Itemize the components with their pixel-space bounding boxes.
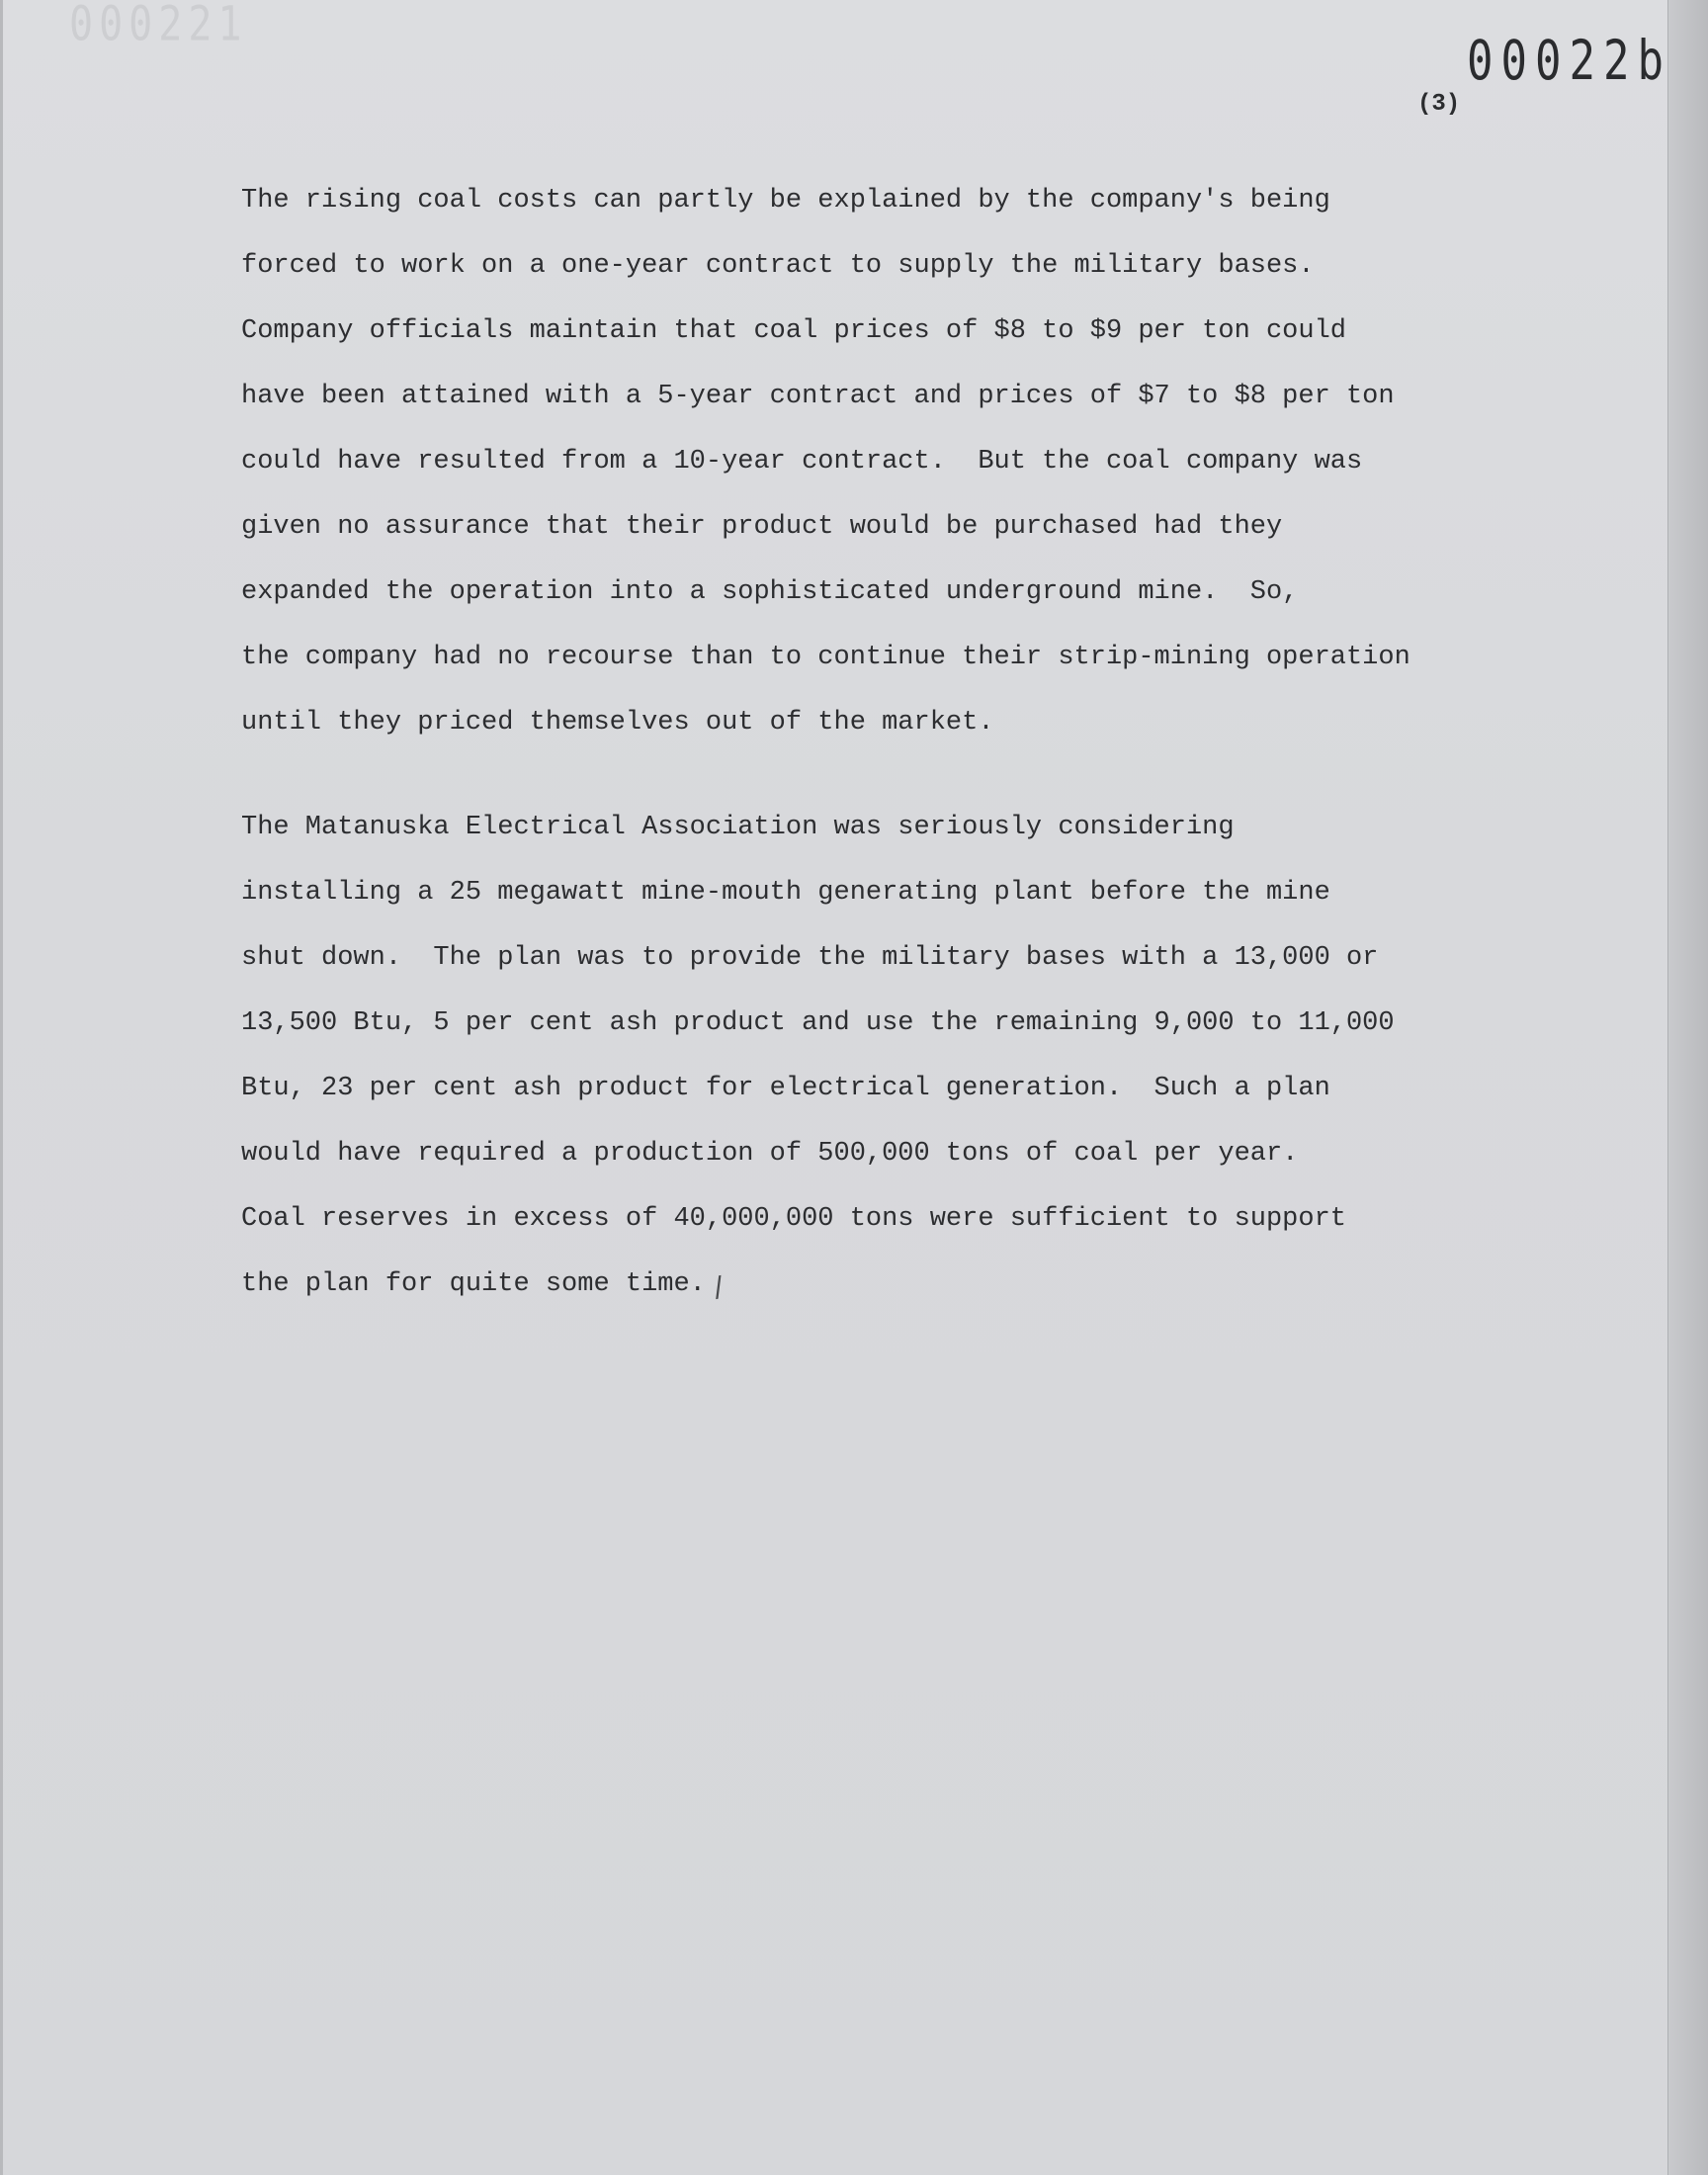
text-line: have been attained with a 5-year contract and prices of $7 to $8 per ton	[241, 382, 1395, 411]
text-line: expanded the operation into a sophisticated underground mine. So,	[241, 577, 1299, 607]
document-number-stamp: 00022b	[1467, 30, 1671, 93]
text-line: would have required a production of 500,000 tons of coal per year.	[241, 1139, 1299, 1169]
text-line: the plan for quite some time.	[241, 1269, 706, 1299]
page-number: (3)	[1417, 91, 1461, 118]
text-line: shut down. The plan was to provide the military bases with a 13,000 or	[241, 943, 1379, 973]
text-line: The Matanuska Electrical Association was seriously considering	[241, 813, 1235, 842]
text-line: until they priced themselves out of the market.	[241, 708, 994, 738]
page-left-edge	[0, 0, 3, 2175]
text-line: Company officials maintain that coal prices of $8 to $9 per ton could	[241, 316, 1346, 346]
paragraph-coal-costs	[241, 168, 1487, 755]
text-line: could have resulted from a 10-year contract. But the coal company was	[241, 447, 1363, 477]
text-line: the company had no recourse than to continue their strip-mining operation	[241, 643, 1410, 672]
text-line: given no assurance that their product would be purchased had they	[241, 512, 1283, 542]
text-line: Coal reserves in excess of 40,000,000 tons were sufficient to support	[241, 1204, 1346, 1234]
paragraph-matanuska-plan	[241, 795, 1487, 1317]
ghost-document-number: 000221	[69, 0, 248, 52]
text-line: forced to work on a one-year contract to supply the military bases.	[241, 251, 1315, 281]
text-line: 13,500 Btu, 5 per cent ash product and use the remaining 9,000 to 11,000	[241, 1008, 1395, 1038]
text-line: The rising coal costs can partly be explained by the company's being	[241, 186, 1330, 216]
text-line: installing a 25 megawatt mine-mouth generating plant before the mine	[241, 878, 1330, 908]
handwritten-check-mark-icon: /	[711, 1269, 726, 1304]
text-line: Btu, 23 per cent ash product for electrical generation. Such a plan	[241, 1074, 1330, 1103]
page-right-edge-shadow	[1667, 0, 1708, 2175]
